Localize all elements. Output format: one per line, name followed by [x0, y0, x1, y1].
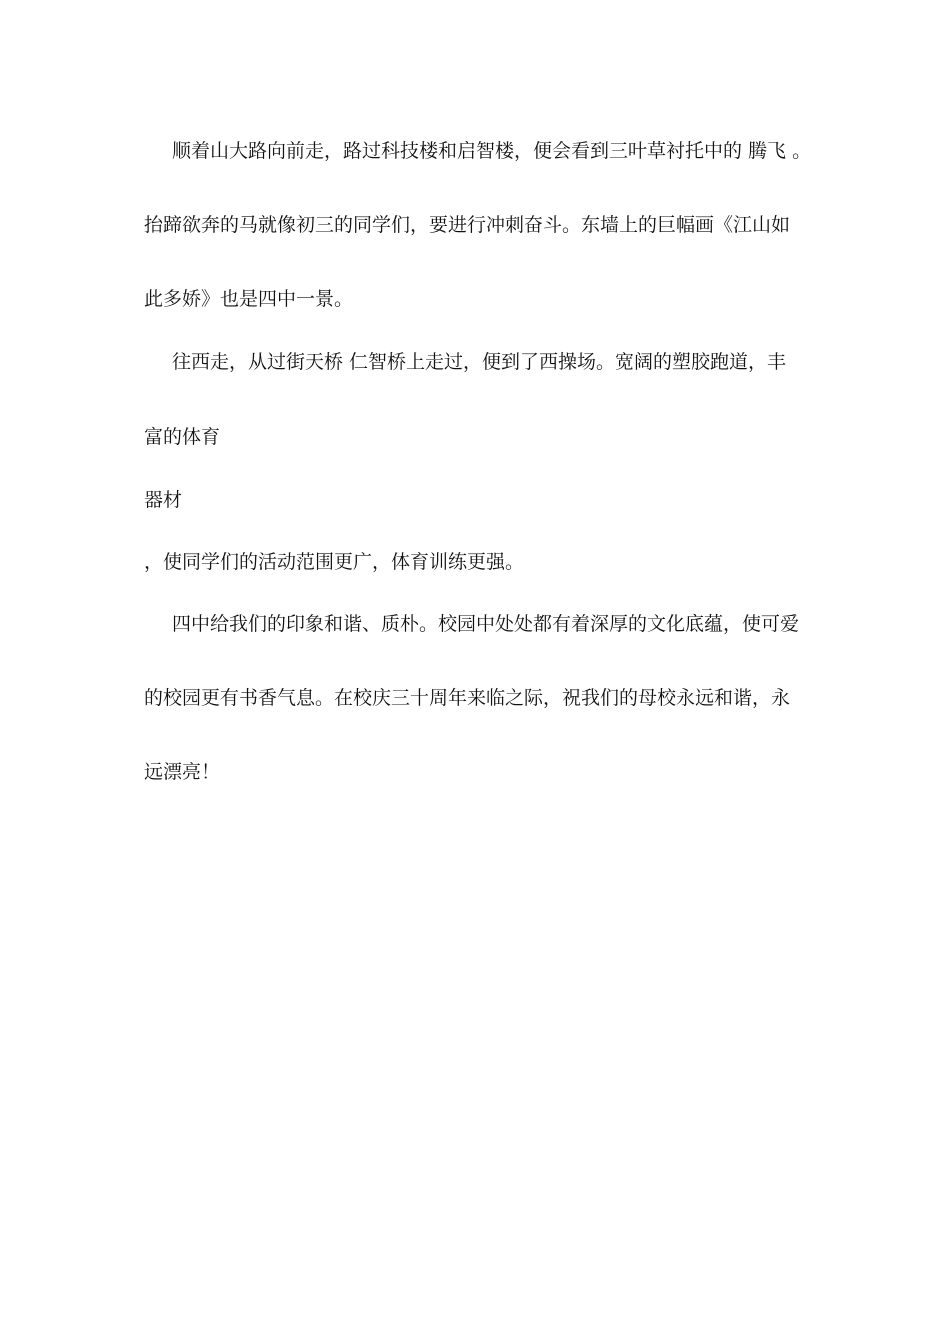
paragraph-3-line-2: 的校园更有书香气息。在校庆三十周年来临之际，祝我们的母校永远和谐，永 [144, 687, 791, 709]
paragraph-1-line-1: 顺着山大路向前走，路过科技楼和启智楼，便会看到三叶草衬托中的 腾飞 。 [172, 140, 812, 162]
paragraph-1-line-2: 抬蹄欲奔的马就像初三的同学们，要进行冲刺奋斗。东墙上的巨幅画《江山如 [144, 214, 791, 236]
paragraph-2-line-3: 器材 [144, 489, 183, 511]
paragraph-2-line-1: 往西走，从过街天桥 仁智桥上走过，便到了西操场。宽阔的塑胶跑道，丰 [172, 351, 787, 373]
paragraph-3-line-1: 四中给我们的印象和谐、质朴。校园中处处都有着深厚的文化底蕴，使可爱 [172, 613, 800, 635]
paragraph-3-line-3: 远漂亮！ [144, 761, 221, 783]
paragraph-2-line-2: 富的体育 [144, 426, 221, 448]
paragraph-2-line-4: ，使同学们的活动范围更广，体育训练更强。 [144, 551, 525, 573]
paragraph-1-line-3: 此多娇》也是四中一景。 [144, 288, 354, 310]
